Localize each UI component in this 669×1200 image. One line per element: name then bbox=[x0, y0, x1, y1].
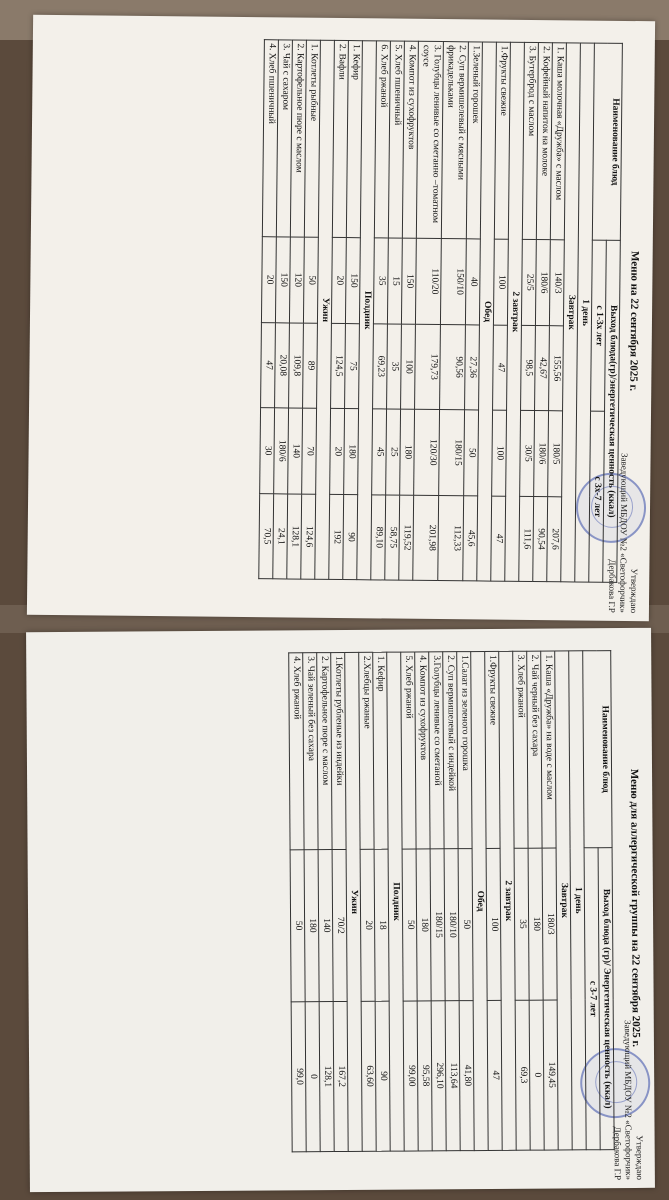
kcal-3-7: 99,0 bbox=[291, 1001, 306, 1152]
kcal-3-7: 167,2 bbox=[333, 1001, 348, 1152]
kcal-3-7: 90 bbox=[343, 494, 358, 579]
yield-3-7: 180/6 bbox=[274, 408, 289, 494]
kcal-1-3: 89 bbox=[303, 323, 318, 408]
day-label: 1 день bbox=[575, 43, 595, 582]
kcal-3-7: 128,1 bbox=[319, 1001, 334, 1152]
section-title: Полдник bbox=[387, 652, 404, 1151]
section-title: Обед bbox=[471, 651, 488, 1150]
yield-3-7: 45 bbox=[372, 409, 387, 495]
yield-3-7: 50 bbox=[402, 849, 417, 1001]
dish-name: 2.Хлебцы ржаные bbox=[359, 652, 374, 849]
yield-1-3: 15 bbox=[387, 238, 402, 324]
dish-name: 3. Чай зеленый без сахара bbox=[303, 653, 318, 850]
dish-name: 3. Чай с сахаром bbox=[276, 40, 292, 237]
yield-3-7: 180/10 bbox=[444, 849, 459, 1001]
yield-1-3: 110/20 bbox=[415, 238, 441, 324]
yield-1-3: 50 bbox=[303, 237, 318, 323]
kcal-3-7: 24,1 bbox=[273, 494, 288, 579]
dish-name: 1.Котлеты рубленые из индейки bbox=[331, 652, 346, 849]
kcal-3-7: 111,6 bbox=[519, 496, 534, 581]
kcal-1-3: 20,08 bbox=[275, 323, 290, 408]
kcal-3-7: 0 bbox=[305, 1001, 320, 1152]
dish-name: 3. Голубцы ленивые со сметанно –томатном соусе bbox=[416, 41, 443, 238]
yield-3-7: 50 bbox=[464, 410, 479, 496]
kcal-3-7: 99,00 bbox=[403, 1001, 418, 1152]
menu-title: Меню для аллергической группы на 22 сентября 2025 г. bbox=[628, 768, 642, 1047]
kcal-3-7: 47 bbox=[491, 496, 506, 581]
kcal-1-3: 47 bbox=[261, 322, 276, 407]
yield-1-3: 20 bbox=[261, 237, 276, 323]
yield-3-7: 70 bbox=[302, 408, 317, 494]
dish-name: 2. Чай черный без сахара bbox=[527, 651, 542, 848]
approval-line: Заведующий МБДОУ №2 «Светофорчик» bbox=[622, 1020, 634, 1181]
kcal-1-3: 35 bbox=[387, 324, 402, 409]
kcal-3-7: 41,80 bbox=[459, 1000, 474, 1151]
kcal-3-7: 296,10 bbox=[431, 1000, 446, 1151]
section-title: Завтрак bbox=[555, 651, 572, 1150]
yield-3-7: 18 bbox=[374, 849, 389, 1001]
yield-3-7: 20 bbox=[360, 849, 375, 1001]
kcal-1-3: 179,73 bbox=[415, 324, 441, 409]
kcal-3-7: 119,52 bbox=[399, 495, 414, 580]
dish-name: 2. Кофейный напиток на молоке bbox=[536, 43, 552, 240]
kcal-1-3: 47 bbox=[493, 325, 508, 410]
menu-sheet-general-content bbox=[27, 15, 655, 621]
yield-1-3: 150 bbox=[275, 237, 290, 323]
section-title: Обед bbox=[477, 42, 497, 581]
yield-3-7: 70/2 bbox=[332, 849, 347, 1001]
yield-3-7: 50 bbox=[290, 850, 305, 1002]
approval-line: Утверждаю bbox=[628, 568, 640, 614]
kcal-3-7: 113,64 bbox=[445, 1000, 460, 1151]
dish-name: 5. Хлеб пшеничный bbox=[388, 41, 404, 238]
dish-name: 1.Фрукты свежие bbox=[494, 42, 510, 239]
yield-1-3: 40 bbox=[465, 239, 480, 325]
dish-name: 3.Голубцы ленивые со сметаной bbox=[429, 652, 444, 849]
kcal-1-3: 42,67 bbox=[535, 325, 550, 410]
kcal-3-7: 89,10 bbox=[371, 495, 386, 580]
yield-1-3: 140/3 bbox=[549, 240, 564, 326]
menu-sheet-general bbox=[27, 15, 655, 621]
yield-3-7: 120/30 bbox=[414, 409, 440, 495]
kcal-3-7: 149,45 bbox=[543, 1000, 558, 1151]
yield-3-7: 180/5 bbox=[548, 411, 563, 497]
approval-line: Заведующий МБДОУ №2 «Светофорчик» bbox=[617, 452, 630, 614]
kcal-3-7: 95,58 bbox=[417, 1000, 432, 1151]
yield-3-7: 30/5 bbox=[520, 410, 535, 496]
dish-name: 1. Кефир bbox=[373, 652, 388, 849]
section-title: Полдник bbox=[357, 41, 377, 580]
yield-1-3: 150 bbox=[401, 238, 416, 324]
kcal-3-7: 124,6 bbox=[301, 494, 316, 579]
section-title: Ужин bbox=[315, 40, 335, 579]
yield-1-3: 100 bbox=[493, 239, 508, 325]
section-title: Завтрак bbox=[561, 43, 581, 582]
kcal-1-3: 90,56 bbox=[440, 324, 466, 409]
yield-1-3: 150 bbox=[345, 238, 360, 324]
dish-name: 1. Кефир bbox=[346, 41, 362, 238]
dish-name: 1. Каша молочная «Дружба» с маслом bbox=[550, 43, 566, 240]
kcal-3-7: 207,6 bbox=[547, 496, 562, 581]
kcal-3-7: 112,33 bbox=[438, 495, 464, 580]
kcal-1-3: 27,36 bbox=[465, 325, 480, 410]
kcal-3-7: 0 bbox=[529, 1000, 544, 1151]
header-age-3-7: с 3-7 лет bbox=[584, 848, 600, 1150]
yield-3-7: 180 bbox=[344, 409, 359, 495]
header-age-3-7: с 3х-7 лет bbox=[589, 411, 605, 582]
kcal-1-3: 75 bbox=[345, 323, 360, 408]
header-yield: Выход блюда (гр)/ Энергетическая ценность (ккал) bbox=[598, 848, 614, 1150]
yield-3-7: 140 bbox=[288, 408, 303, 494]
yield-1-3: 25/5 bbox=[521, 239, 536, 325]
approval-line: Дербакова Г.Р bbox=[612, 1126, 623, 1181]
kcal-1-3: 98,5 bbox=[521, 325, 536, 410]
kcal-3-7: 45,6 bbox=[463, 496, 478, 581]
yield-1-3: 180/6 bbox=[535, 240, 550, 326]
dish-name: 4. Компот из сухофруктов bbox=[402, 41, 418, 238]
kcal-1-3: 109,8 bbox=[289, 323, 304, 408]
yield-3-7: 20 bbox=[330, 408, 345, 494]
yield-3-7: 180 bbox=[304, 850, 319, 1002]
kcal-3-7: 47 bbox=[487, 1000, 502, 1151]
dish-name: 1.Фрукты свежие bbox=[485, 651, 500, 848]
dish-name: 2. Картофельное пюре с маслом bbox=[317, 653, 332, 850]
yield-3-7: 180/15 bbox=[430, 849, 445, 1001]
kcal-3-7: 69,3 bbox=[515, 1000, 530, 1151]
dish-name: 2. Суп вермишелевый с мясными фрикадельками bbox=[441, 42, 468, 239]
yield-3-7: 25 bbox=[386, 409, 401, 495]
dish-name: 4. Хлеб пшеничный bbox=[262, 40, 278, 237]
header-name: Наименование блюд bbox=[583, 651, 612, 848]
kcal-3-7: 70,5 bbox=[259, 493, 274, 578]
menu-table-body bbox=[289, 651, 572, 1152]
approval-line: Утверждаю bbox=[634, 1135, 645, 1180]
yield-1-3: 20 bbox=[331, 237, 346, 323]
menu-title: Меню на 22 сентября 2025 г. bbox=[627, 251, 641, 392]
dish-name: 2. Картофельное пюре с маслом bbox=[290, 40, 306, 237]
yield-3-7: 180 bbox=[400, 409, 415, 495]
menu-table-body bbox=[259, 40, 581, 582]
menu-sheet-allergy-content bbox=[26, 628, 655, 1192]
yield-3-7: 180/6 bbox=[534, 411, 549, 497]
kcal-3-7: 58,75 bbox=[385, 495, 400, 580]
kcal-3-7: 201,98 bbox=[413, 495, 439, 580]
kcal-1-3: 124,5 bbox=[331, 323, 346, 408]
dish-name: 1. Каша «Дружба» на воде с маслом bbox=[541, 651, 556, 848]
yield-3-7: 180 bbox=[416, 849, 431, 1001]
section-title: 2 завтрак bbox=[505, 42, 525, 581]
dish-name: 1.Салат из зеленого горошка bbox=[457, 652, 472, 849]
dish-name: 4. Хлеб ржаной bbox=[289, 653, 304, 850]
dish-name: 1.Зеленый горошек bbox=[466, 42, 482, 239]
header-yield: Выход блюда(гр)/энергетическая ценность (ккал) bbox=[603, 240, 621, 582]
yield-3-7: 100 bbox=[486, 848, 501, 1000]
yield-3-7: 180/15 bbox=[439, 410, 465, 496]
dish-name: 6. Хлеб ржаной bbox=[374, 41, 390, 238]
dish-name: 4. Компот из сухофруктов bbox=[415, 652, 430, 849]
yield-1-3: 35 bbox=[373, 238, 388, 324]
dish-name: 3. Бутерброд с маслом bbox=[522, 42, 538, 239]
kcal-3-7: 63,60 bbox=[361, 1001, 376, 1152]
kcal-1-3: 155,56 bbox=[549, 326, 564, 411]
kcal-3-7: 90 bbox=[375, 1001, 390, 1152]
kcal-3-7: 128,1 bbox=[287, 494, 302, 579]
kcal-3-7: 90,54 bbox=[533, 496, 548, 581]
menu-sheet-allergy bbox=[26, 628, 655, 1192]
yield-1-3: 120 bbox=[289, 237, 304, 323]
menu-table bbox=[288, 650, 614, 1152]
yield-3-7: 100 bbox=[492, 410, 507, 496]
yield-3-7: 50 bbox=[458, 849, 473, 1001]
yield-1-3: 150/10 bbox=[440, 239, 466, 325]
day-label: 1 день bbox=[569, 651, 586, 1150]
yield-3-7: 140 bbox=[318, 850, 333, 1002]
dish-name: 5. Хлеб ржаной bbox=[401, 652, 416, 849]
yield-3-7: 180/3 bbox=[542, 848, 557, 1000]
yield-3-7: 180 bbox=[528, 848, 543, 1000]
dish-name: 3. Хлеб ржаной bbox=[513, 651, 528, 848]
yield-3-7: 30 bbox=[260, 408, 275, 494]
menu-table bbox=[258, 39, 623, 583]
kcal-3-7: 192 bbox=[329, 494, 344, 579]
dish-name: 1. Котлеты рыбные bbox=[304, 40, 320, 237]
header-name: Наименование блюд bbox=[592, 43, 622, 240]
dish-name: 2. Суп вермишелевый с индейкой bbox=[443, 652, 458, 849]
section-title: 2 завтрак bbox=[499, 651, 516, 1150]
yield-3-7: 35 bbox=[514, 848, 529, 1000]
header-age-1-3: с 1-3х лет bbox=[591, 240, 607, 411]
kcal-1-3: 100 bbox=[401, 324, 416, 409]
dish-name: 2. Вафли bbox=[332, 40, 348, 237]
section-title: Ужин bbox=[345, 652, 362, 1151]
kcal-1-3: 69,23 bbox=[373, 324, 388, 409]
approval-line: Дербакова Г.Р bbox=[606, 559, 618, 613]
